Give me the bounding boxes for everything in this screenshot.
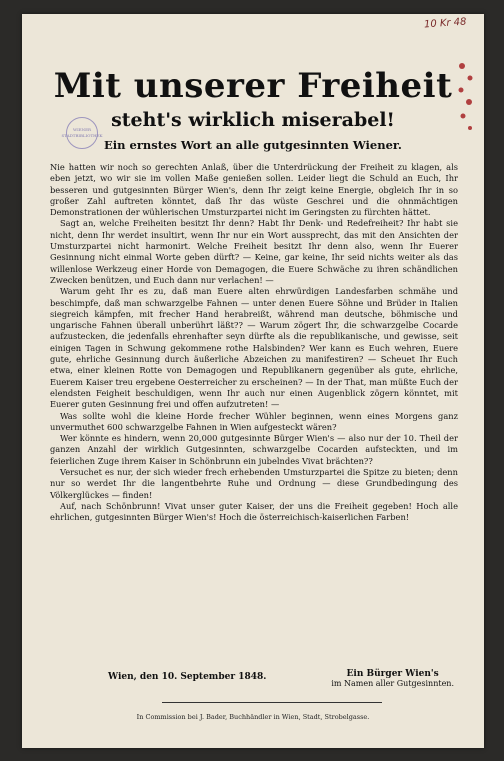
dateline: Wien, den 10. September 1848.: [108, 672, 267, 682]
body-paragraph: Warum geht Ihr es zu, daß man Euere alten ehrwürdigen Landesfarben schmähe und beschimpfe, daß man schwarzgelbe Fahnen — unter denen Euere Söhne und Brüder in Italien siegreich kämpfen, mit frecher Hand herabreißt, während man deutsche, böhmische und ungarische Fahnen überall unberührt läßt?? — Warum zögert Ihr, die schwarzgelbe Cocarde aufzustecken, die jedenfalls ehrenhafter seyn dürfte als die republikanische, und gewisse, seit einigen Tagen in Schwung gekommene rothe Halsbinden? Wer kann es Euch wehren, Euere gute, ehrliche Gesinnung durch äußerliche Abzeichen zu manifestiren? — Scheuet Ihr Euch etwa, einer kleinen Rotte von Demagogen und Republikanern gegenüber als gute, ehrliche, Euerem Kaiser treu ergebene Oesterreicher zu erscheinen? — In der That, man müßte Euch der elendsten Feigheit beschuldigen, wenn Ihr auch nur einen Augenblick zögern könntet, mit Euerer guten Gesinnung frei und offen aufzutreten! —: [50, 286, 458, 410]
body-paragraph: Was sollte wohl die kleine Horde frecher Wühler beginnen, wenn eines Morgens ganz unvermuthet 600 schwarzgelbe Fahnen in Wien aufgesteckt wären?: [50, 410, 458, 432]
body-paragraph: Wer könnte es hindern, wenn 20,000 gutgesinnte Bürger Wien's — also nur der 10. Theil der ganzen Anzahl der wirklich Gutgesinnten, schwarzgelbe Cocarden aufsteckten, und im feierlichen Zuge ihrem Kaiser in Schönbrunn ein jubelndes Vivat brächten??: [50, 433, 458, 466]
body-paragraph: Auf, nach Schönbrunn! Vivat unser guter Kaiser, der uns die Freiheit gegeben! Hoch alle ehrlichen, gutgesinnten Bürger Wien's! Hoch die österreichisch-kaiserlichen Farben!: [50, 500, 458, 523]
poster-headline: Ein ernstes Wort an alle gutgesinnten Wiener.: [104, 138, 402, 152]
poster-body: [50, 162, 458, 524]
archive-note: 10 Kr 48: [423, 16, 467, 31]
body-paragraph: Sagt an, welche Freiheiten besitzt Ihr denn? Habt Ihr Denk- und Redefreiheit? Ihr habt sie nicht, denn Ihr werdet insultirt, wenn Ihr nur ein Wort aussprecht, das mit den Ansichten der Umsturzpartei nicht harmonirt. Welche Freiheit besitzt Ihr denn also, wenn Ihr Euerer Gesinnung nicht einmal Worte geben dürft? — Keine, gar keine, Ihr seid nichts weiter als das willenlose Werkzeug einer Horde von Demagogen, die Euere Schwäche zu ihren schändlichen Zwecken benützen, und Euch dann nur verlachen! —: [50, 218, 458, 285]
poster-subtitle: steht's wirklich miserabel!: [111, 109, 395, 131]
poster-sheet: [22, 14, 484, 748]
poster-title: Mit unserer Freiheit: [53, 66, 453, 106]
signer-name: Ein Bürger Wien's: [346, 669, 439, 679]
body-paragraph: Versuchet es nur, der sich wieder frech erhebenden Umsturzpartei die Spitze zu bieten; denn nur so werdet Ihr die langentbehrte Ruhe und Ordnung — diese Grundbedingung des Völkerglückes — finden!: [50, 467, 458, 500]
divider: [162, 702, 382, 703]
signer-subtitle: im Namen aller Gutgesinnten.: [331, 679, 454, 688]
signature-block: [331, 669, 454, 688]
stamp-text: WIENER STADTBIBLIOTHEK: [61, 127, 103, 138]
body-paragraph: Nie hatten wir noch so gerechten Anlaß, über die Unterdrückung der Freiheit zu klagen, als eben jetzt, wo wir sie im vollen Maße genießen sollen. Leider liegt die Schuld an Euch, Ihr besseren und gutgesinnten Bürger Wien's, denn Ihr zeigt keine Energie, obgleich Ihr in so großer Zahl auftreten könntet, daß Ihr das wüste Geschrei und die ohnmächtigen Demonstrationen der wühlerischen Umsturzpartei nicht im Geringsten zu fürchten hättet.: [50, 162, 458, 218]
printer-imprint: In Commission bei J. Bader, Buchhändler in Wien, Stadt, Strobelgasse.: [136, 713, 370, 721]
